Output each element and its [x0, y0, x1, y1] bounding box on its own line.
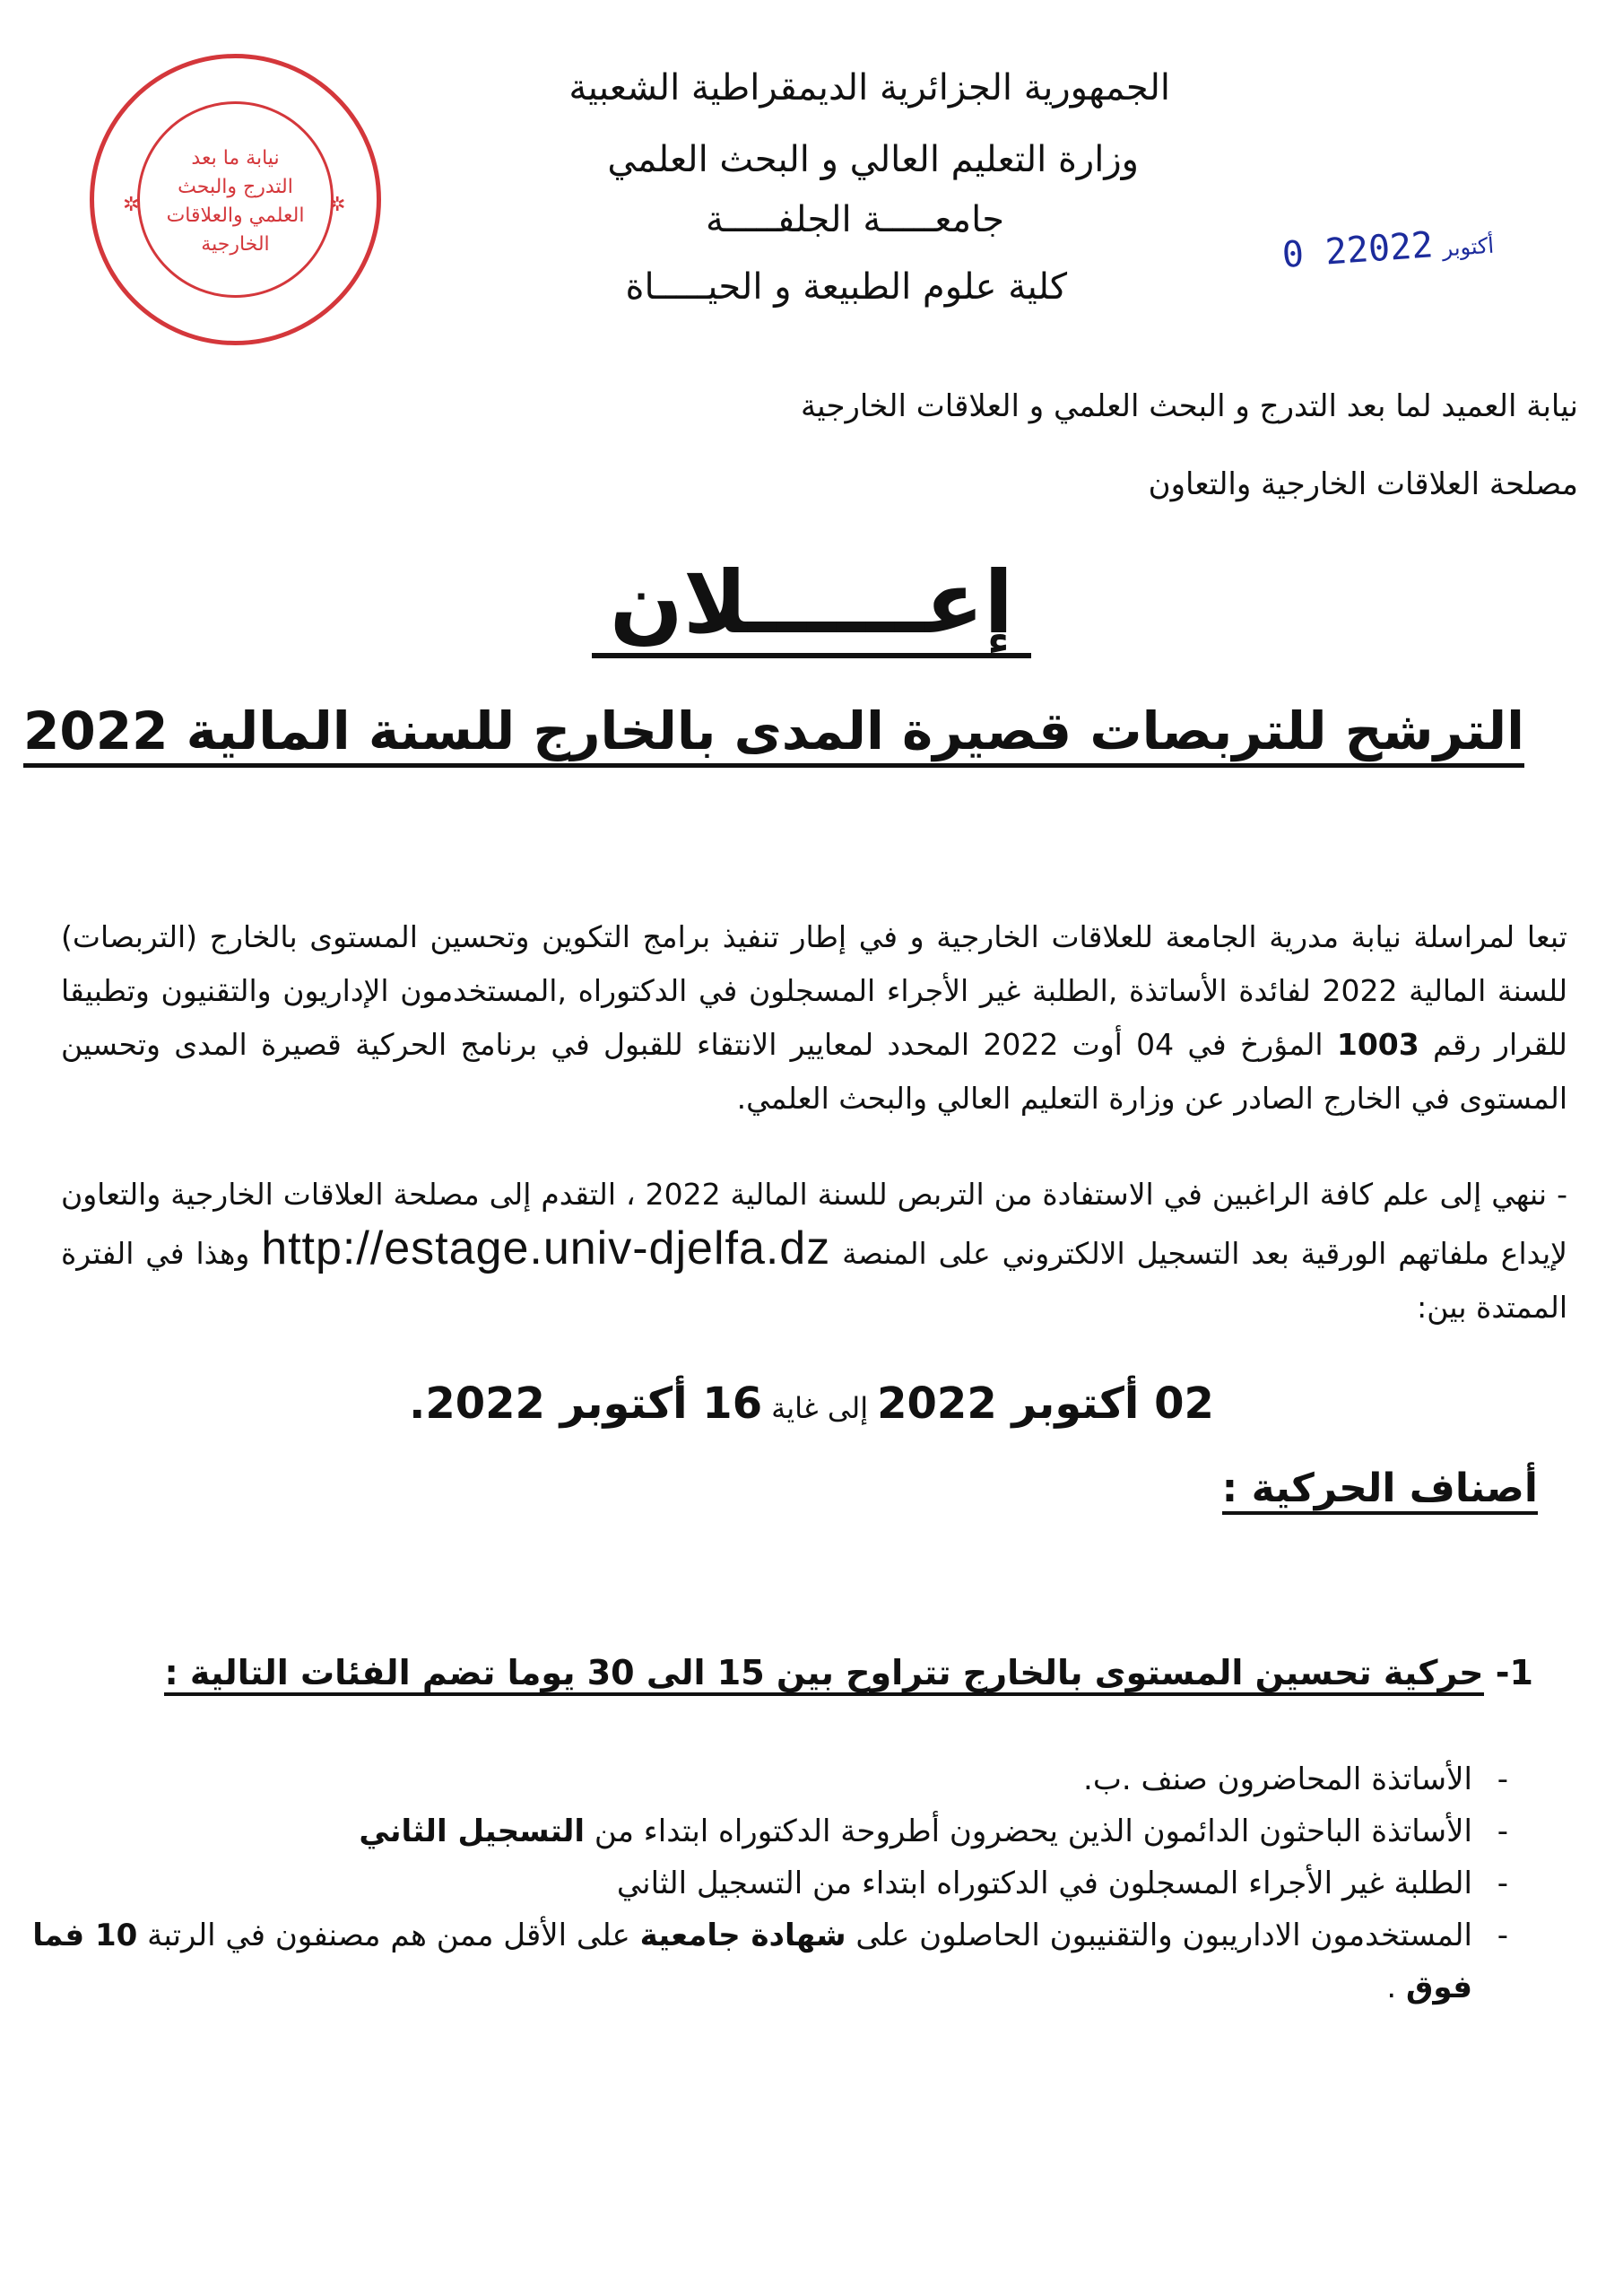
item-1-heading: [164, 1641, 1533, 1704]
announcement-subject-text: الترشح للتربصات قصيرة المدى بالخارج للسنة المالية 2022: [23, 700, 1524, 768]
stamp-line-4: الخارجية: [201, 233, 270, 256]
bullet-researchers-bold: التسجيل الثاني: [359, 1813, 586, 1849]
stamp-line-2: التدرج والبحث: [178, 176, 293, 198]
bullet-staff: المستخدمون الاداريبون والتقنيبون الحاصلون على: [846, 1918, 1472, 1953]
date-stamp-month: أكتوبر: [1441, 232, 1495, 262]
office-service: مصلحة العلاقات الخارجية والتعاون: [1148, 466, 1578, 502]
categories-list: [0, 1753, 1508, 2013]
categories-heading-text: أصناف الحركية :: [1222, 1465, 1538, 1515]
list-item: [0, 1909, 1508, 2013]
decision-number: 1003: [1336, 1027, 1419, 1062]
categories-heading: [1222, 1457, 1538, 1520]
bullet-researchers: الأساتذة الباحثون الدائمون الذين يحضرون أطروحة الدكتوراه ابتداء من: [585, 1813, 1472, 1849]
notice-paragraph: [61, 1168, 1567, 1335]
date-stamp-year: 2022: [1345, 224, 1435, 272]
bullet-staff-end: .: [1386, 1970, 1407, 2005]
svg-text:جامعة زيان عاشور بالجلفة * كلي: [85, 49, 94, 55]
application-period: [0, 1372, 1623, 1439]
list-item: [0, 1857, 1508, 1909]
stamp-ring-text: [85, 49, 94, 55]
republic-name: الجمهورية الجزائرية الديمقراطية الشعبية: [568, 67, 1170, 109]
stamp-star-icon: ✲: [329, 194, 346, 216]
item-1-title: حركية تحسين المستوى بالخارج تتراوح بين 15 الى 30 يوما تضم الفئات التالية :: [164, 1653, 1483, 1696]
announcement-title: [0, 549, 1623, 657]
intro-text-1: تبعا لمراسلة نيابة مدرية الجامعة للعلاقات الخارجية و في إطار تنفيذ برامج التكوين وتحسين المستوى بالخارج (التربصات) للسنة المالية 2022 لفائدة الأساتذة ,الطلبة غير الأجراء المسجلون في الدكتوراه ,المستخدمون الإداريون والتقنيون وتطبيقا للقرار رقم: [61, 919, 1567, 1062]
intro-paragraph: [61, 910, 1567, 1126]
announcement-title-text: إعــــــلان: [592, 552, 1031, 658]
bullet-lecturers: الأساتذة المحاضرون صنف .ب.: [1083, 1761, 1472, 1797]
list-item: [0, 1753, 1508, 1805]
stamp-star-icon: ✲: [123, 194, 140, 216]
intro-text-2: المؤرخ في 04 أوت 2022 المحدد لمعايير الانتقاء للقبول في برنامج الحركية قصيرة المدى وتحسين المستوى في الخارج الصادر عن وزارة التعليم العالي والبحث العلمي.: [61, 1027, 1567, 1116]
platform-link[interactable]: http://estage.univ-djelfa.dz: [261, 1222, 831, 1274]
announcement-subject: [23, 695, 1524, 767]
date-stamp: [1280, 220, 1504, 276]
period-end: 16 أكتوبر 2022.: [409, 1378, 763, 1429]
stamp-line-1: نيابة ما بعد: [191, 147, 280, 170]
list-item: [0, 1805, 1508, 1857]
faculty-name: كلية علوم الطبيعة و الحيـــــاة: [625, 266, 1067, 308]
period-start: 02 أكتوبر 2022: [877, 1378, 1214, 1429]
date-stamp-day: 0 2: [1280, 230, 1349, 276]
stamp-line-3: العلمي والعلاقات: [166, 204, 305, 227]
bullet-staff-grade: 10 فما فوق: [32, 1918, 1472, 2005]
bullet-staff-mid: على الأقل ممن هم مصنفون في الرتبة: [137, 1918, 640, 1953]
ministry-name: وزارة التعليم العالي و البحث العلمي: [607, 139, 1139, 180]
bullet-staff-degree: شهادة جامعية: [639, 1918, 846, 1953]
notice-tail: وهذا في الفترة الممتدة بين:: [61, 1236, 1567, 1325]
period-connector: إلى غاية: [771, 1391, 869, 1425]
official-stamp: [85, 49, 386, 350]
university-name: جامعـــــة الجلفـــــة: [705, 199, 1004, 240]
notice-text: - ننهي إلى علم كافة الراغبين في الاستفادة من التربص للسنة المالية 2022 ، التقدم إلى مصلحة العلاقات الخارجية والتعاون لإيداع ملفاتهم الورقية بعد التسجيل الالكتروني على المنصة: [61, 1177, 1567, 1271]
bullet-students: الطلبة غير الأجراء المسجلون في الدكتوراه ابتداء من التسجيل الثاني: [616, 1866, 1472, 1901]
office-vice-dean: نيابة العميد لما بعد التدرج و البحث العلمي و العلاقات الخارجية: [800, 388, 1578, 424]
item-1-number: 1-: [1495, 1653, 1533, 1692]
